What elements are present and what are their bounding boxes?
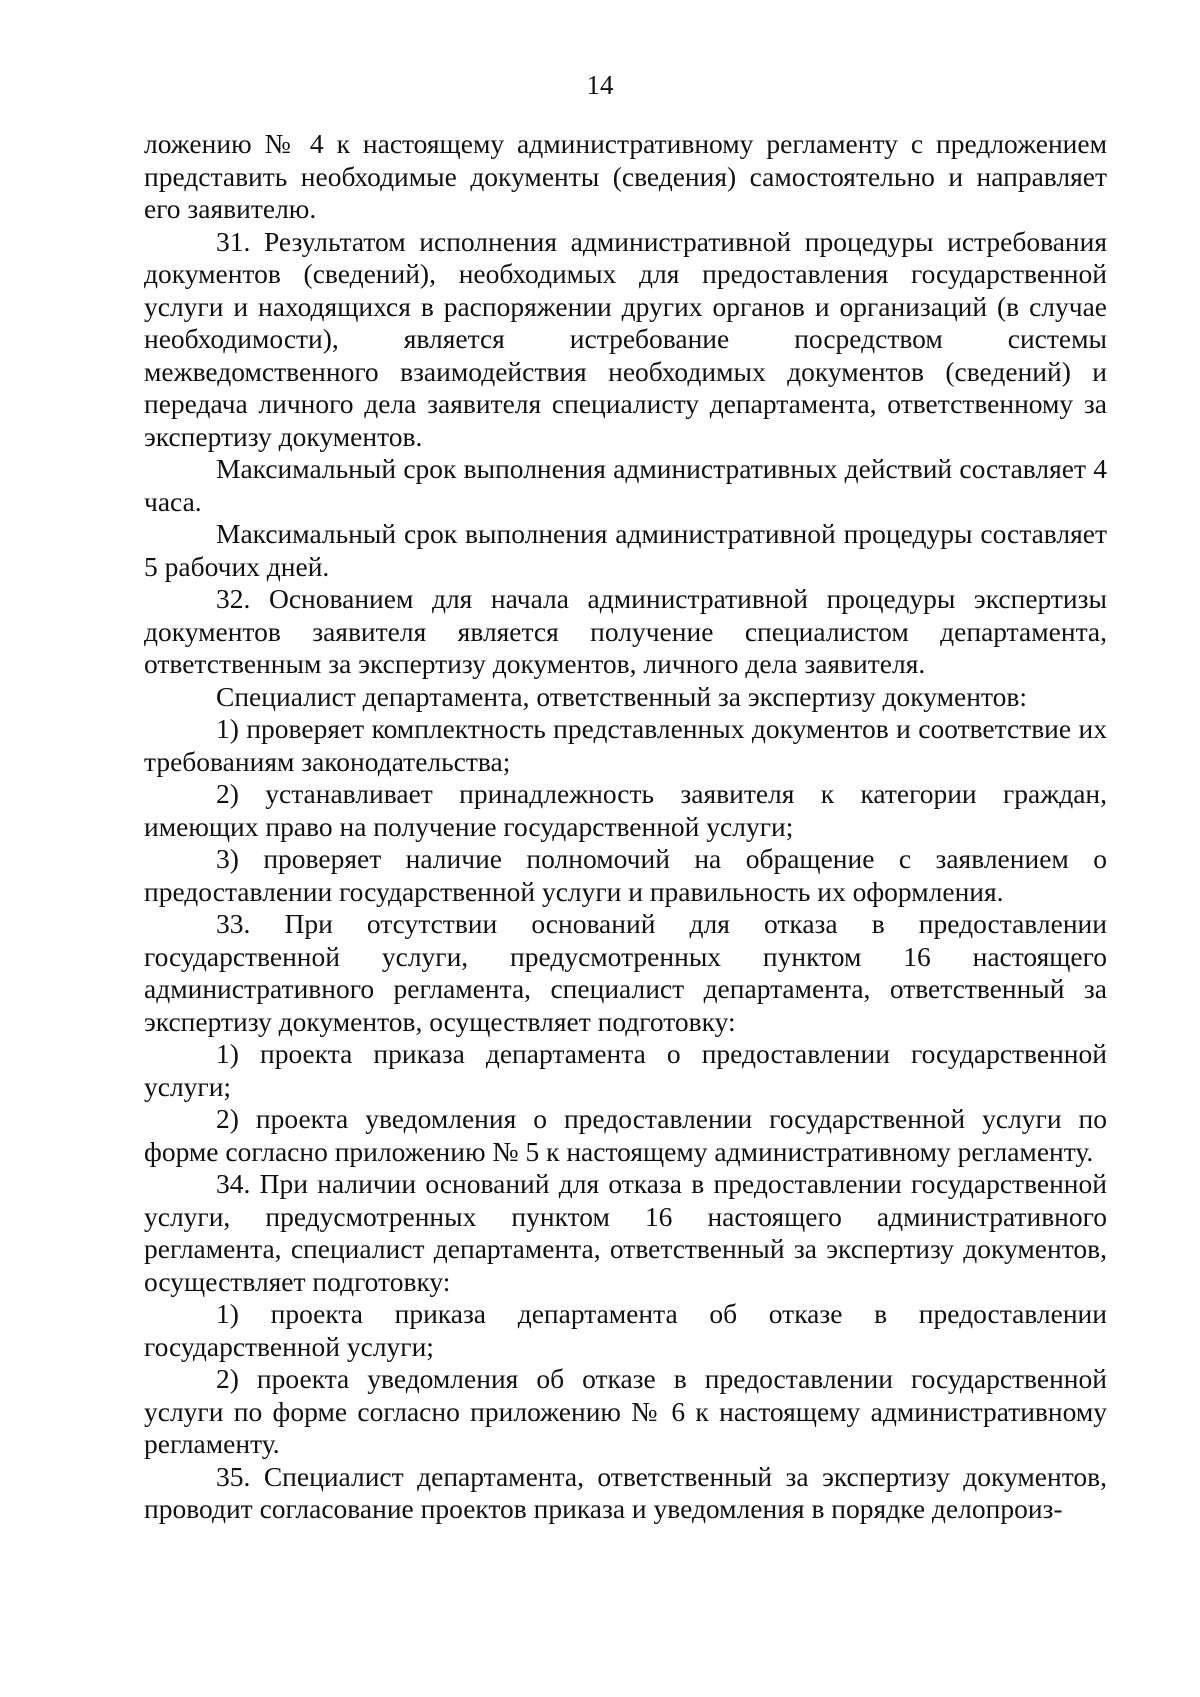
paragraph-continuation: ложению № 4 к настоящему административному регламенту с предложением представить необходимые документы (сведения) самостоятельно и направляет его заявителю.: [144, 128, 1107, 224]
paragraph-31: 31. Результатом исполнения административной процедуры истребования документов (сведений), необходимых для предоставления государственной услуги и находящихся в распоряжении других органов и организаций (в случае необходимости), является истребование посредством системы межведомственного взаимодействия необходимых документов (сведений) и передача личного дела заявителя специалисту департамента, ответственному за экспертизу документов.: [144, 225, 1107, 452]
list-item-33-1: 1) проекта приказа департамента о предоставлении государственной услуги;: [144, 1038, 1107, 1102]
list-item-34-2: 2) проекта уведомления об отказе в предоставлении государственной услуги по форме согласно приложению № 6 к настоящему административному регламенту.: [144, 1363, 1107, 1459]
paragraph-deadline-procedure: Максимальный срок выполнения административной процедуры составляет 5 рабочих дней.: [144, 518, 1107, 582]
paragraph-33: 33. При отсутствии оснований для отказа в предоставлении государственной услуги, предусмотренных пунктом 16 настоящего административного регламента, специалист департамента, ответственный за экспертизу документов, осуществляет подготовку:: [144, 908, 1107, 1037]
list-item-34-1: 1) проекта приказа департамента об отказе в предоставлении государственной услуги;: [144, 1298, 1107, 1362]
list-item-32-3: 3) проверяет наличие полномочий на обращение с заявлением о предоставлении государственной услуги и правильность их оформления.: [144, 843, 1107, 907]
list-item-33-2: 2) проекта уведомления о предоставлении государственной услуги по форме согласно приложению № 5 к настоящему административному регламенту.: [144, 1103, 1107, 1167]
paragraph-35: 35. Специалист департамента, ответственный за экспертизу документов, проводит согласование проектов приказа и уведомления в порядке делопроиз-: [144, 1460, 1107, 1524]
list-item-32-1: 1) проверяет комплектность представленных документов и соответствие их требованиям законодательства;: [144, 713, 1107, 777]
paragraph-specialist-duties: Специалист департамента, ответственный за экспертизу документов:: [216, 680, 1027, 712]
paragraph-34: 34. При наличии оснований для отказа в предоставлении государственной услуги, предусмотренных пунктом 16 настоящего административного регламента, специалист департамента, ответственный за экспертизу документов, осуществляет подготовку:: [144, 1168, 1107, 1297]
paragraph-32: 32. Основанием для начала административной процедуры экспертизы документов заявителя является получение специалистом департамента, ответственным за экспертизу документов, личного дела заявителя.: [144, 583, 1107, 679]
paragraph-deadline-actions: Максимальный срок выполнения административных действий составляет 4 часа.: [144, 453, 1107, 517]
list-item-32-2: 2) устанавливает принадлежность заявителя к категории граждан, имеющих право на получение государственной услуги;: [144, 778, 1107, 842]
page-number: 14: [586, 70, 614, 100]
document-body: [144, 128, 1107, 1526]
